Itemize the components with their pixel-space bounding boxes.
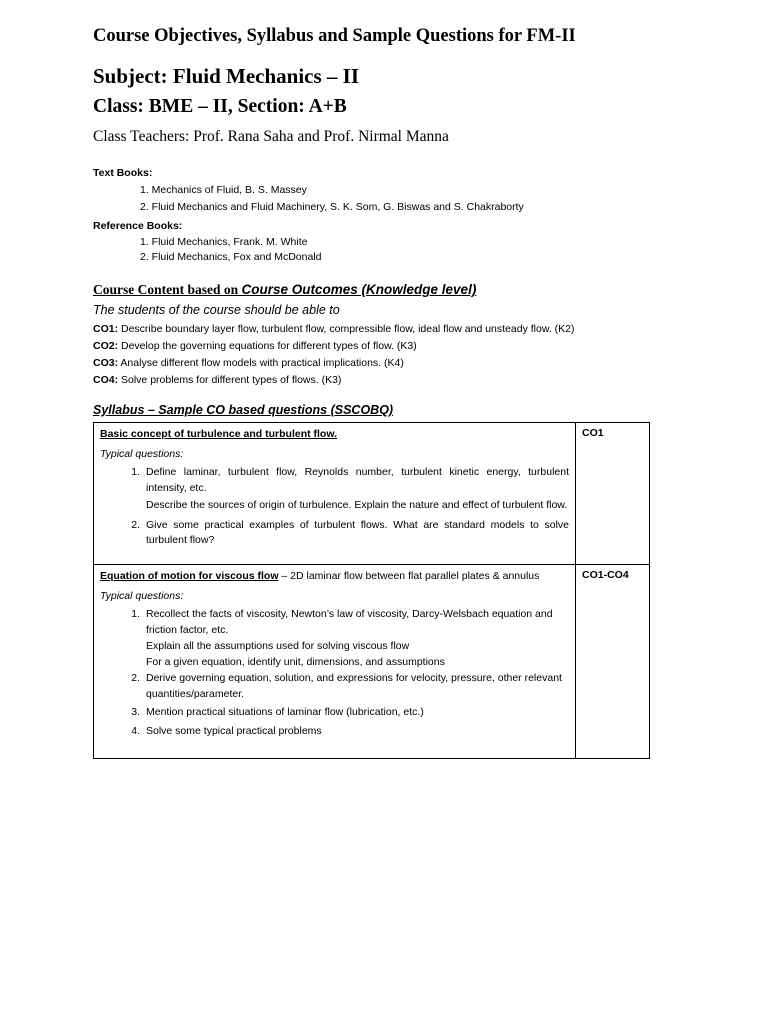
class-teachers: Class Teachers: Prof. Rana Saha and Prof. Nirmal Manna: [93, 128, 449, 145]
question-item: [100, 607, 569, 638]
table-row: [94, 423, 649, 565]
course-content-heading: [93, 282, 476, 298]
reference-book-item: 1. Fluid Mechanics, Frank. M. White: [140, 235, 308, 248]
topic-title: Equation of motion for viscous flow: [100, 570, 279, 582]
question-number: 3.: [131, 706, 140, 718]
course-outcome-item: [93, 355, 575, 372]
course-outcome-item: [93, 338, 575, 355]
question-continuation: Explain all the assumptions used for solving viscous flow: [146, 640, 410, 652]
outcome-text: Describe boundary layer flow, turbulent flow, compressible flow, ideal flow and unsteady flow. (K2): [118, 323, 575, 335]
co-mapping-cell: CO1: [582, 427, 604, 439]
document-title: Course Objectives, Syllabus and Sample Questions for FM-II: [93, 26, 576, 46]
question-number: 2.: [131, 518, 140, 531]
reference-book-item: 2. Fluid Mechanics, Fox and McDonald: [140, 251, 322, 263]
text-book-item: 1. Mechanics of Fluid, B. S. Massey: [140, 183, 307, 196]
outcome-code: CO4:: [93, 374, 119, 386]
question-continuation: For a given equation, identify unit, dimensions, and assumptions: [146, 655, 445, 668]
course-content-heading-italic: Course Outcomes (Knowledge level): [241, 282, 477, 297]
course-content-heading-plain: Course Content based on: [93, 282, 242, 297]
outcome-code: CO2:: [93, 340, 119, 352]
subject-heading: Subject: Fluid Mechanics – II: [93, 64, 360, 88]
course-outcomes-list: [93, 321, 575, 389]
outcome-code: CO3:: [93, 357, 119, 369]
reference-books-section: [93, 219, 322, 266]
syllabus-table: [93, 422, 650, 759]
text-book-item: 2. Fluid Mechanics and Fluid Machinery, S. K. Som, G. Biswas and S. Chakraborty: [140, 201, 524, 213]
topic-cell: [94, 423, 576, 564]
reference-books-heading: Reference Books:: [93, 220, 183, 232]
outcome-text: Develop the governing equations for different types of flow. (K3): [118, 340, 417, 352]
outcome-code: CO1:: [93, 323, 119, 335]
question-text: Give some practical examples of turbulent flows. What are standard models to solve turbulent flow?: [146, 518, 569, 546]
topic-cell: [94, 565, 576, 758]
question-number: 2.: [131, 672, 140, 684]
outcome-text: Solve problems for different types of flows. (K3): [118, 374, 342, 386]
text-books-heading: Text Books:: [93, 167, 153, 179]
question-item: [100, 518, 569, 549]
question-item: [100, 705, 569, 721]
question-text: Derive governing equation, solution, and expressions for velocity, pressure, other relevant quantities/parameter.: [146, 672, 562, 700]
syllabus-heading: Syllabus – Sample CO based questions (SSCOBQ): [93, 403, 394, 417]
typical-questions-label: Typical questions:: [100, 589, 184, 602]
question-text: Mention practical situations of laminar flow (lubrication, etc.): [146, 706, 424, 718]
question-text: Recollect the facts of viscosity, Newton’s law of viscosity, Darcy-Welsbach equation and friction factor, etc.: [146, 608, 553, 636]
question-item: [100, 724, 569, 740]
question-continuation: Describe the sources of origin of turbulence. Explain the nature and effect of turbulent flow.: [146, 499, 568, 511]
typical-questions-label: Typical questions:: [100, 447, 184, 460]
question-number: 1.: [131, 608, 140, 620]
course-outcome-item: [93, 321, 575, 338]
question-item: [100, 465, 569, 496]
question-number: 1.: [131, 466, 140, 478]
question-item: [100, 671, 569, 702]
table-row: [94, 565, 649, 758]
question-text: Solve some typical practical problems: [146, 724, 322, 737]
outcome-text: Analyse different flow models with practical implications. (K4): [118, 357, 404, 369]
topic-description: – 2D laminar flow between flat parallel plates & annulus: [278, 570, 540, 582]
class-heading: Class: BME – II, Section: A+B: [93, 96, 347, 117]
co-mapping-cell: CO1-CO4: [582, 569, 629, 581]
question-text: Define laminar, turbulent flow, Reynolds number, turbulent kinetic energy, turbulent intensity, etc.: [146, 466, 569, 494]
question-number: 4.: [131, 724, 140, 737]
text-books-section: [93, 166, 524, 216]
topic-title: Basic concept of turbulence and turbulent flow.: [100, 428, 338, 440]
course-content-intro: The students of the course should be able to: [93, 303, 340, 317]
course-outcome-item: [93, 372, 575, 389]
